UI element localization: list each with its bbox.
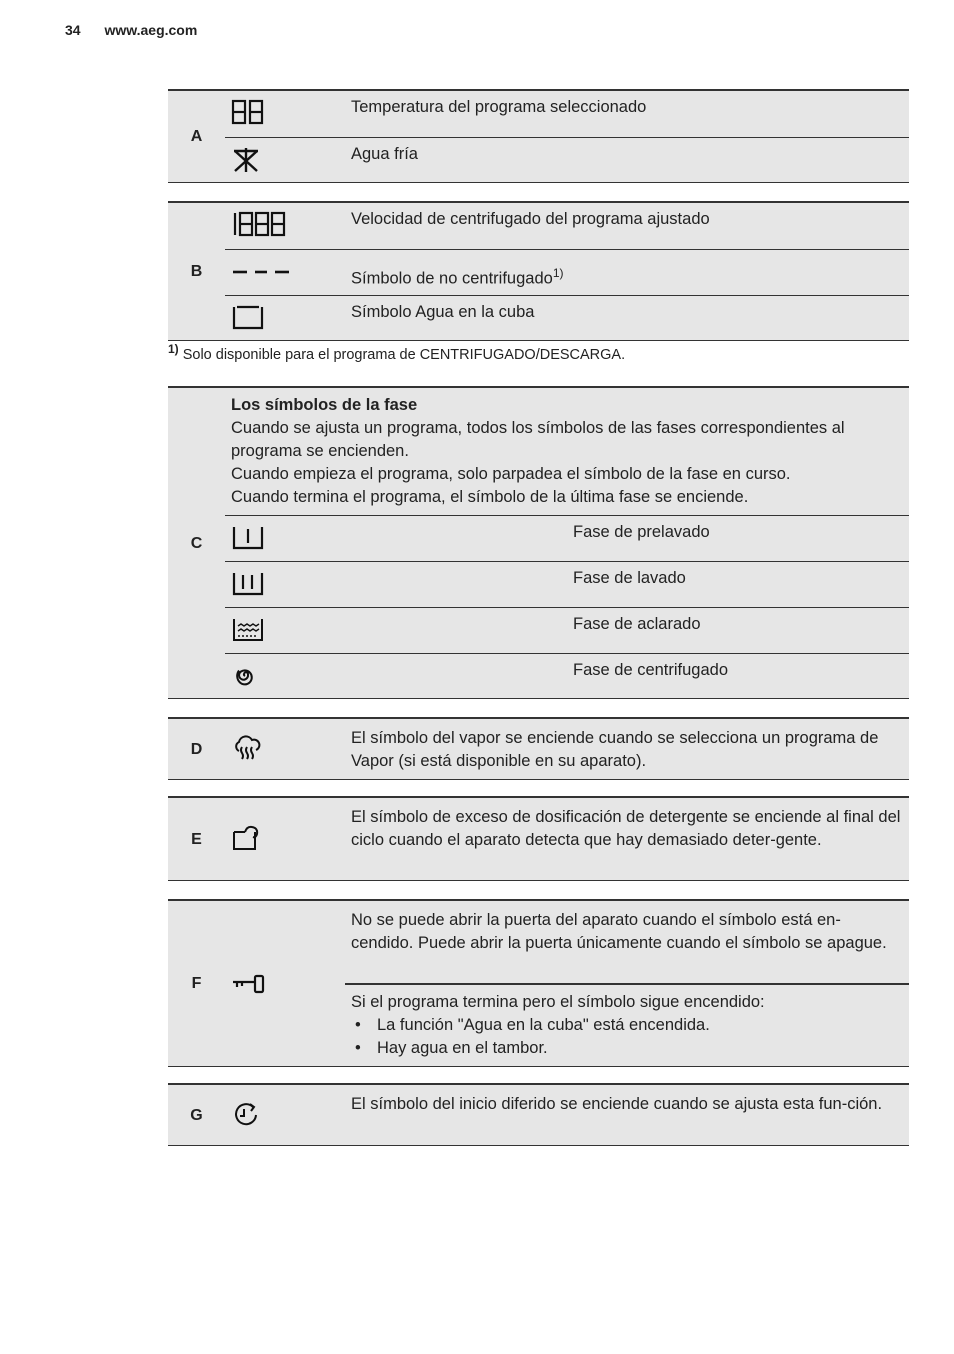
row-text-2 <box>345 984 909 1066</box>
phase-intro <box>225 388 909 515</box>
detergent-overdose-icon <box>225 798 345 880</box>
door-lock-icon <box>225 901 345 1066</box>
row-text: El símbolo de exceso de dosificación de detergente se enciende al final del ciclo cuando el aparato detecta que hay demasiado deter-gente. <box>351 808 901 849</box>
rinse-hold-icon <box>225 295 345 340</box>
row-letter: D <box>190 740 203 758</box>
row-text: No se puede abrir la puerta del aparato cuando el símbolo está en-cendido. Puede abrir la puerta únicamente cuando el símbolo se apague. <box>351 911 887 952</box>
cold-water-icon <box>225 137 345 182</box>
rinse-icon <box>225 607 567 653</box>
phase-intro-line: Cuando se ajusta un programa, todos los símbolos de las fases correspondientes al programa se encienden. <box>231 419 845 460</box>
wash-icon <box>225 561 567 607</box>
footnote-mark: 1) <box>168 342 179 356</box>
row-text: Temperatura del programa seleccionado <box>351 98 647 116</box>
page-number: 34 <box>65 22 81 38</box>
list-item: • Hay agua en el tambor. <box>351 1037 903 1060</box>
row-letter: E <box>191 830 202 848</box>
footnote-text: Solo disponible para el programa de CENTRIFUGADO/DESCARGA. <box>182 346 626 363</box>
table-g <box>168 1083 909 1146</box>
row-letter: A <box>190 128 203 145</box>
row-letter: B <box>190 263 203 280</box>
no-spin-dashes-icon <box>225 249 345 295</box>
bullet-list <box>351 1014 903 1060</box>
phase-intro-line: Cuando empieza el programa, solo parpadea el símbolo de la fase en curso. <box>231 465 791 483</box>
table-b <box>168 201 909 341</box>
88-display-icon <box>225 91 345 137</box>
row-text: Fase de aclarado <box>567 607 909 653</box>
site-url: www.aeg.com <box>104 22 198 38</box>
page-header <box>65 22 217 38</box>
row-text: Fase de centrifugado <box>567 653 909 698</box>
prewash-icon <box>225 515 567 561</box>
footnote-mark: 1) <box>552 265 564 280</box>
row-text: Fase de lavado <box>567 561 909 607</box>
row-letter: G <box>190 1106 203 1124</box>
row-text-intro: Si el programa termina pero el símbolo sigue encendido: <box>351 993 765 1011</box>
row-text: El símbolo del inicio diferido se enciende cuando se ajusta esta fun-ción. <box>351 1095 883 1113</box>
row-text: Símbolo Agua en la cuba <box>345 295 909 340</box>
row-text: Velocidad de centrifugado del programa ajustado <box>351 210 710 228</box>
table-d <box>168 717 909 780</box>
table-e <box>168 796 909 881</box>
row-text: Fase de prelavado <box>567 515 909 561</box>
spin-icon <box>225 653 567 698</box>
steam-icon <box>225 719 345 779</box>
list-item: • La función "Agua en la cuba" está encendida. <box>351 1014 903 1037</box>
row-text: El símbolo del vapor se enciende cuando se selecciona un programa de Vapor (si está disponible en su aparato). <box>351 729 879 770</box>
row-text: Símbolo de no centrifugado$^{1)}$ <box>345 249 909 295</box>
row-letter: F <box>191 975 202 992</box>
row-letter: C <box>190 534 203 552</box>
table-c <box>168 386 909 699</box>
row-text: Agua fría <box>345 137 909 182</box>
phase-intro-title: Los símbolos de la fase <box>231 396 418 414</box>
footnote <box>168 342 625 363</box>
table-a <box>168 89 909 183</box>
table-f <box>168 899 909 1067</box>
1888-display-icon <box>225 203 345 249</box>
phase-intro-line: Cuando termina el programa, el símbolo de la última fase se enciende. <box>231 488 749 506</box>
delay-start-icon <box>225 1085 345 1145</box>
